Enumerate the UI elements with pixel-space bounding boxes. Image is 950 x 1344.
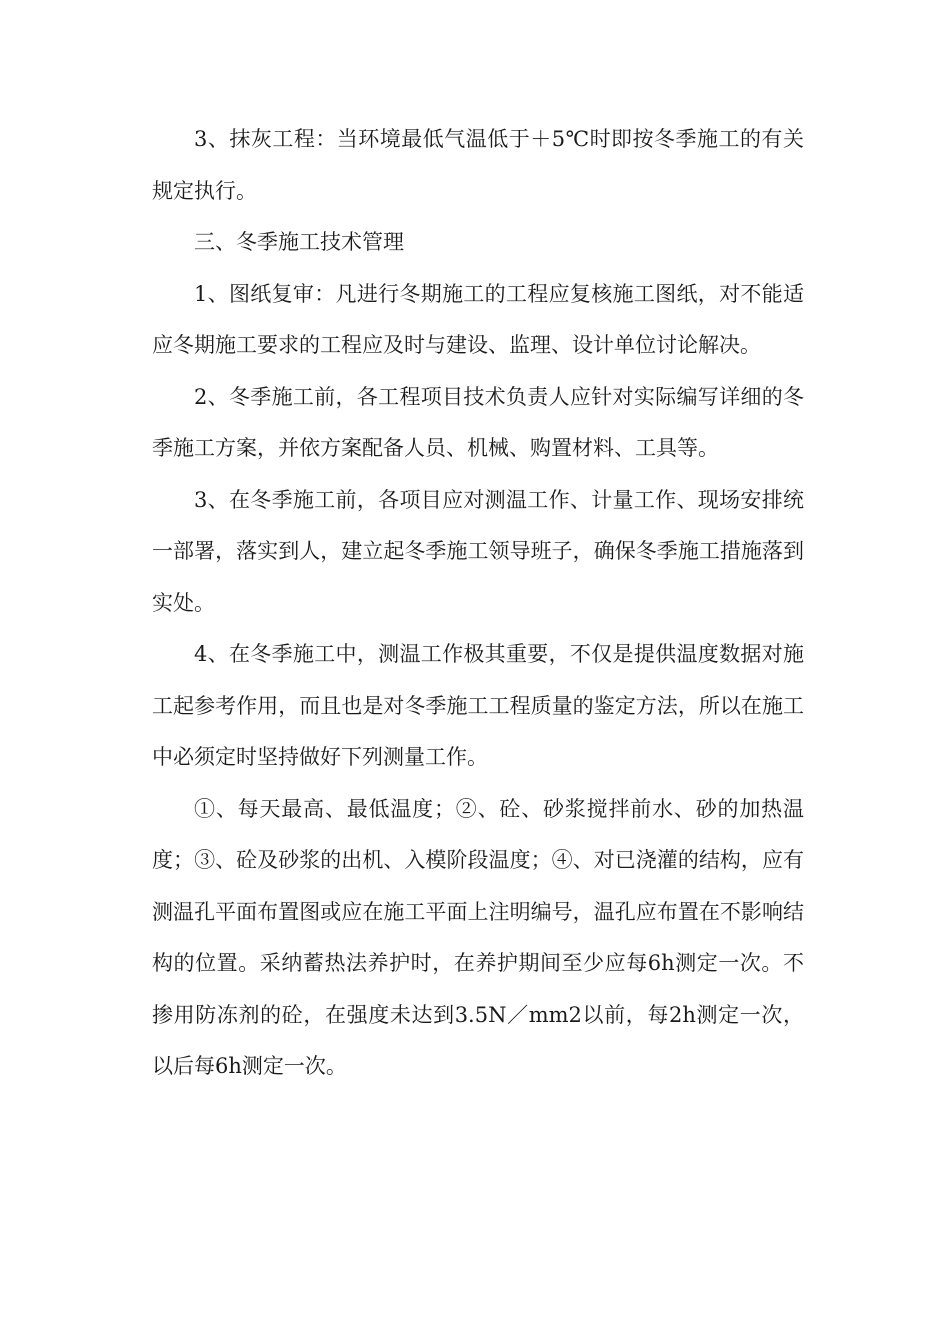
paragraph-measurement-items: ①、每天最高、最低温度；②、砼、砂浆搅拌前水、砂的加热温度；③、砼及砂浆的出机、入模阶段温度；④、对已浇灌的结构，应有测温孔平面布置图或应在施工平面上注明编号，温孔应布置在不影响结构的位置。采纳蓄热法养护时，在养护期间至少应每6h测定一次。不掺用防冻剂的砼，在强度未达到3.5N／mm2以前，每2h测定一次，以后每6h测定一次。 [152, 796, 804, 1078]
paragraph-construction-plan: 2、冬季施工前，各工程项目技术负责人应针对实际编写详细的冬季施工方案，并依方案配备人员、机械、购置材料、工具等。 [152, 384, 804, 460]
paragraph-plastering: 3、抹灰工程：当环境最低气温低于＋5℃时即按冬季施工的有关规定执行。 [152, 127, 804, 203]
paragraph-temperature-measurement: 4、在冬季施工中，测温工作极其重要，不仅是提供温度数据对施工起参考作用，而且也是对冬季施工工程质量的鉴定方法，所以在施工中必须定时坚持做好下列测量工作。 [152, 642, 804, 769]
document-body [152, 114, 804, 1093]
section-heading-winter-tech-management: 三、冬季施工技术管理 [194, 230, 404, 254]
paragraph-deployment: 3、在冬季施工前，各项目应对测温工作、计量工作、现场安排统一部署，落实到人，建立起冬季施工领导班子，确保冬季施工措施落到实处。 [152, 487, 804, 615]
paragraph-drawing-review: 1、图纸复审：凡进行冬期施工的工程应复核施工图纸，对不能适应冬期施工要求的工程应及时与建设、监理、设计单位讨论解决。 [152, 281, 804, 357]
